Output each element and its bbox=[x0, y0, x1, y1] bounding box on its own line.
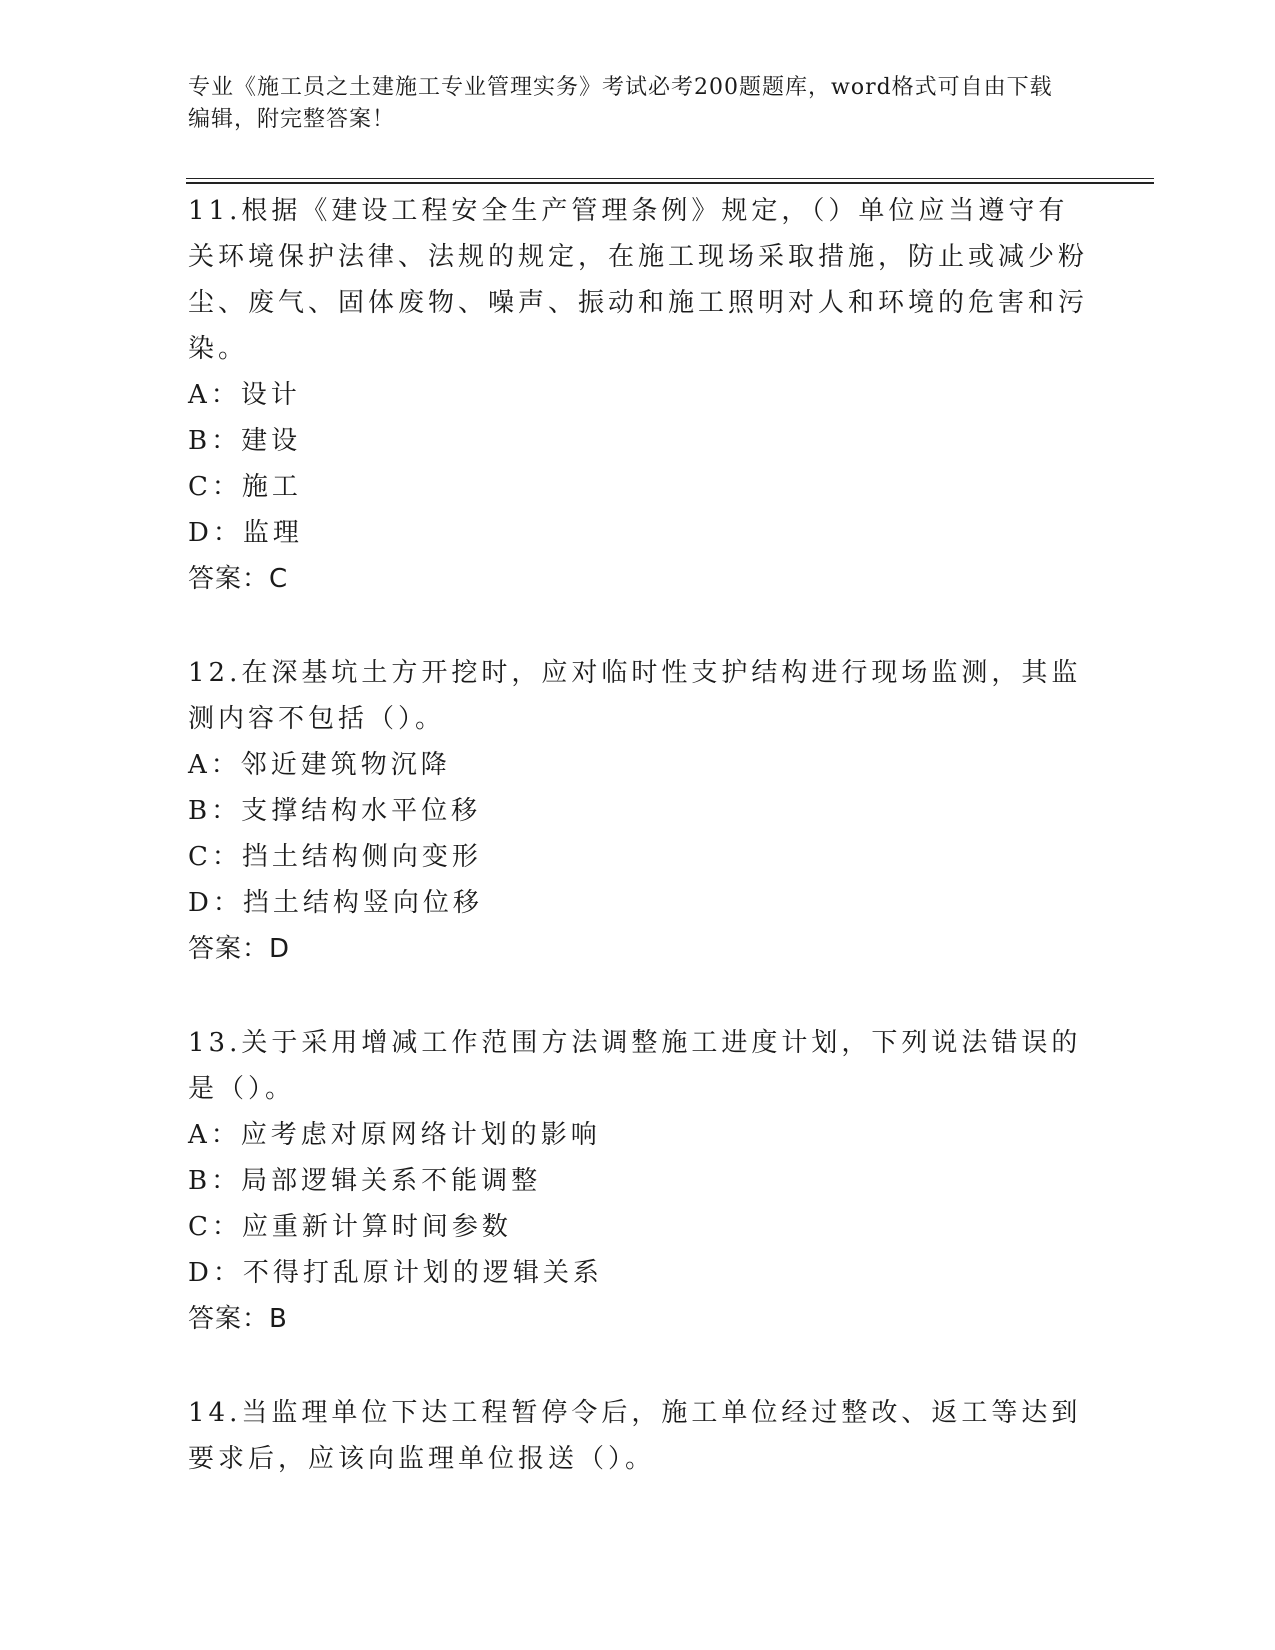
option-c: C：施工 bbox=[188, 472, 302, 502]
option-c: C：应重新计算时间参数 bbox=[188, 1212, 512, 1242]
option-a: A：邻近建筑物沉降 bbox=[188, 750, 451, 780]
option-c: C：挡土结构侧向变形 bbox=[188, 842, 482, 872]
question-stem: 13.关于采用增减工作范围方法调整施工进度计划，下列说法错误的是（）。 bbox=[188, 1028, 1082, 1104]
answer: 答案：C bbox=[188, 564, 289, 594]
question-item bbox=[188, 1390, 1088, 1482]
option-b: B：支撑结构水平位移 bbox=[188, 796, 482, 826]
option-b: B：局部逻辑关系不能调整 bbox=[188, 1166, 542, 1196]
option-d: D：挡土结构竖向位移 bbox=[188, 888, 483, 918]
option-d: D：不得打乱原计划的逻辑关系 bbox=[188, 1258, 603, 1288]
question-item bbox=[188, 188, 1088, 602]
header-divider bbox=[186, 178, 1154, 184]
question-stem: 12.在深基坑土方开挖时，应对临时性支护结构进行现场监测，其监测内容不包括（）。 bbox=[188, 658, 1082, 734]
question-item bbox=[188, 1020, 1088, 1342]
option-a: A：设计 bbox=[188, 380, 301, 410]
question-item bbox=[188, 650, 1088, 972]
option-a: A：应考虑对原网络计划的影响 bbox=[188, 1120, 601, 1150]
option-b: B：建设 bbox=[188, 426, 302, 456]
question-list bbox=[188, 188, 1088, 1530]
question-stem: 11.根据《建设工程安全生产管理条例》规定，（）单位应当遵守有关环境保护法律、法规的规定，在施工现场采取措施，防止或减少粉尘、废气、固体废物、噪声、振动和施工照明对人和环境的危害和污染。 bbox=[188, 196, 1089, 364]
option-d: D：监理 bbox=[188, 518, 303, 548]
answer: 答案：B bbox=[188, 1304, 288, 1334]
page-header: 专业《施工员之土建施工专业管理实务》考试必考200题题库，word格式可自由下载编辑，附完整答案！ bbox=[188, 75, 1053, 132]
answer: 答案：D bbox=[188, 934, 291, 964]
question-stem: 14.当监理单位下达工程暂停令后，施工单位经过整改、返工等达到要求后，应该向监理单位报送（）。 bbox=[188, 1398, 1082, 1474]
